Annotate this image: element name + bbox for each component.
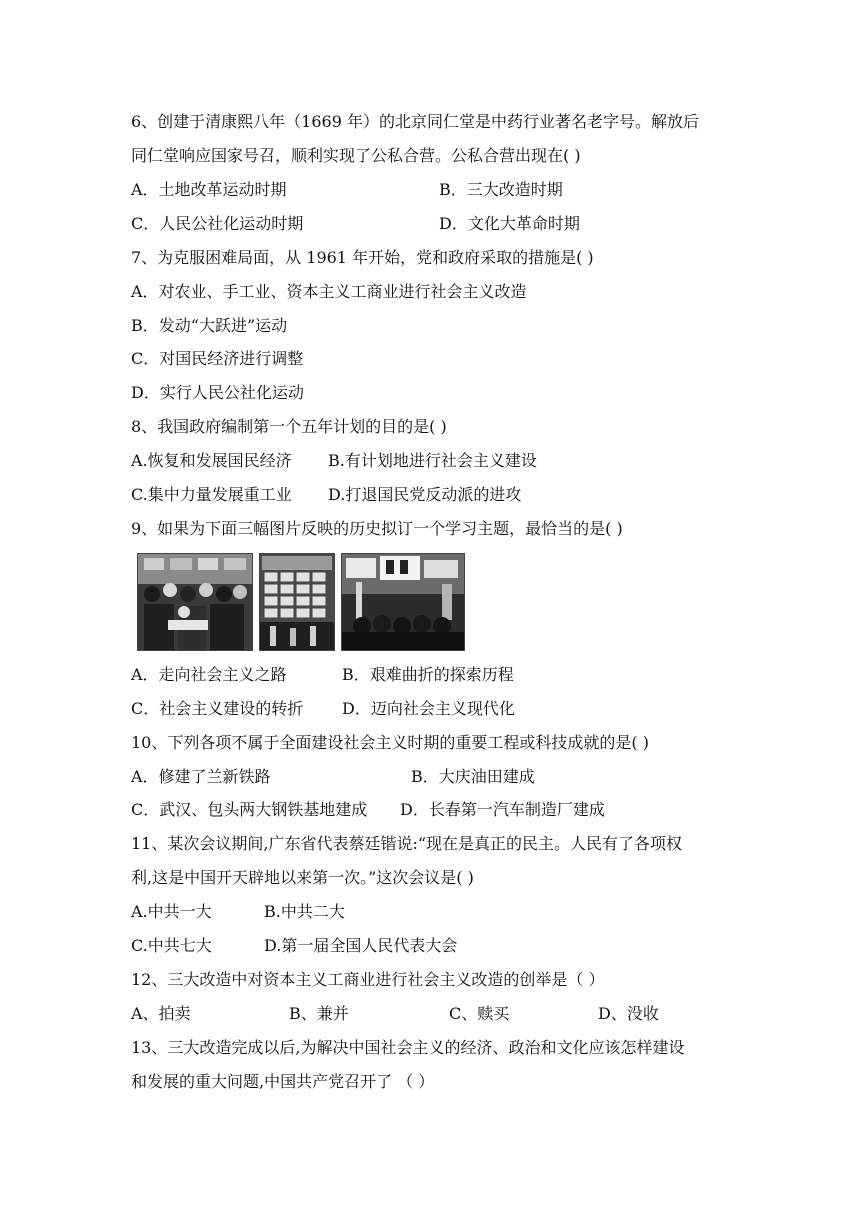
q11-stem-line1: 11、某次会议期间,广东省代表蔡廷锴说:“现在是真正的民主。人民有了各项权 [131, 834, 683, 853]
q7-stem: 7、为克服困难局面，从 1961 年开始，党和政府采取的措施是( ) [131, 248, 594, 267]
q6-stem-line2: 同仁堂响应国家号召，顺利实现了公私合营。公私合营出现在( ) [131, 146, 581, 165]
q10-option-a: A．修建了兰新铁路 [131, 767, 271, 786]
q7-option-d: D．实行人民公社化运动 [131, 383, 304, 402]
historical-photo-crowd [137, 553, 253, 651]
q8-option-b: B.有计划地进行社会主义建设 [328, 451, 537, 470]
historical-photo-stacked-goods [259, 553, 335, 651]
q6-stem-line1: 6、创建于清康熙八年（1669 年）的北京同仁堂是中药行业著名老字号。解放后 [131, 112, 699, 131]
q10-option-b: B．大庆油田建成 [411, 767, 535, 786]
q11-option-b: B.中共二大 [264, 902, 345, 921]
q6-option-d: D．文化大革命时期 [439, 214, 580, 233]
q11-option-a: A.中共一大 [131, 902, 212, 921]
q10-option-c: C．武汉、包头两大钢铁基地建成 [131, 800, 368, 819]
q11-stem-line2: 利,这是中国开天辟地以来第一次。”这次会议是( ) [131, 868, 474, 887]
q10-stem: 10、下列各项不属于全面建设社会主义时期的重要工程或科技成就的是( ) [131, 733, 649, 752]
q13-stem-line2: 和发展的重大问题,中国共产党召开了 （ ） [131, 1072, 435, 1091]
q7-option-c: C．对国民经济进行调整 [131, 349, 304, 368]
q8-stem: 8、我国政府编制第一个五年计划的目的是( ) [131, 417, 447, 436]
q12-option-b: B、兼并 [289, 1004, 349, 1023]
q8-option-d: D.打退国民党反动派的进攻 [328, 485, 522, 504]
q6-option-a: A．土地改革运动时期 [131, 180, 287, 199]
q11-option-c: C.中共七大 [131, 936, 212, 955]
q12-stem: 12、三大改造中对资本主义工商业进行社会主义改造的创举是（ ） [131, 970, 605, 989]
historical-photo-storefront [341, 553, 465, 651]
q9-option-a: A．走向社会主义之路 [131, 665, 287, 684]
q7-option-a: A．对农业、手工业、资本主义工商业进行社会主义改造 [131, 282, 527, 301]
q8-option-a: A.恢复和发展国民经济 [131, 451, 292, 470]
q12-option-c: C、赎买 [449, 1004, 510, 1023]
q9-option-d: D．迈向社会主义现代化 [342, 699, 515, 718]
q9-photo-strip [137, 553, 467, 649]
q12-option-a: A、拍卖 [131, 1004, 191, 1023]
q6-option-c: C．人民公社化运动时期 [131, 214, 304, 233]
q8-option-c: C.集中力量发展重工业 [131, 485, 292, 504]
q9-stem: 9、如果为下面三幅图片反映的历史拟订一个学习主题，最恰当的是( ) [131, 519, 623, 538]
q10-option-d: D．长春第一汽车制造厂建成 [400, 800, 605, 819]
q7-option-b: B．发动“大跃进”运动 [131, 316, 288, 335]
q11-option-d: D.第一届全国人民代表大会 [264, 936, 458, 955]
q9-option-c: C．社会主义建设的转折 [131, 699, 304, 718]
q6-option-b: B．三大改造时期 [439, 180, 563, 199]
q12-option-d: D、没收 [598, 1004, 659, 1023]
q9-option-b: B．艰难曲折的探索历程 [342, 665, 514, 684]
q13-stem-line1: 13、三大改造完成以后,为解决中国社会主义的经济、政治和文化应该怎样建设 [131, 1038, 685, 1057]
